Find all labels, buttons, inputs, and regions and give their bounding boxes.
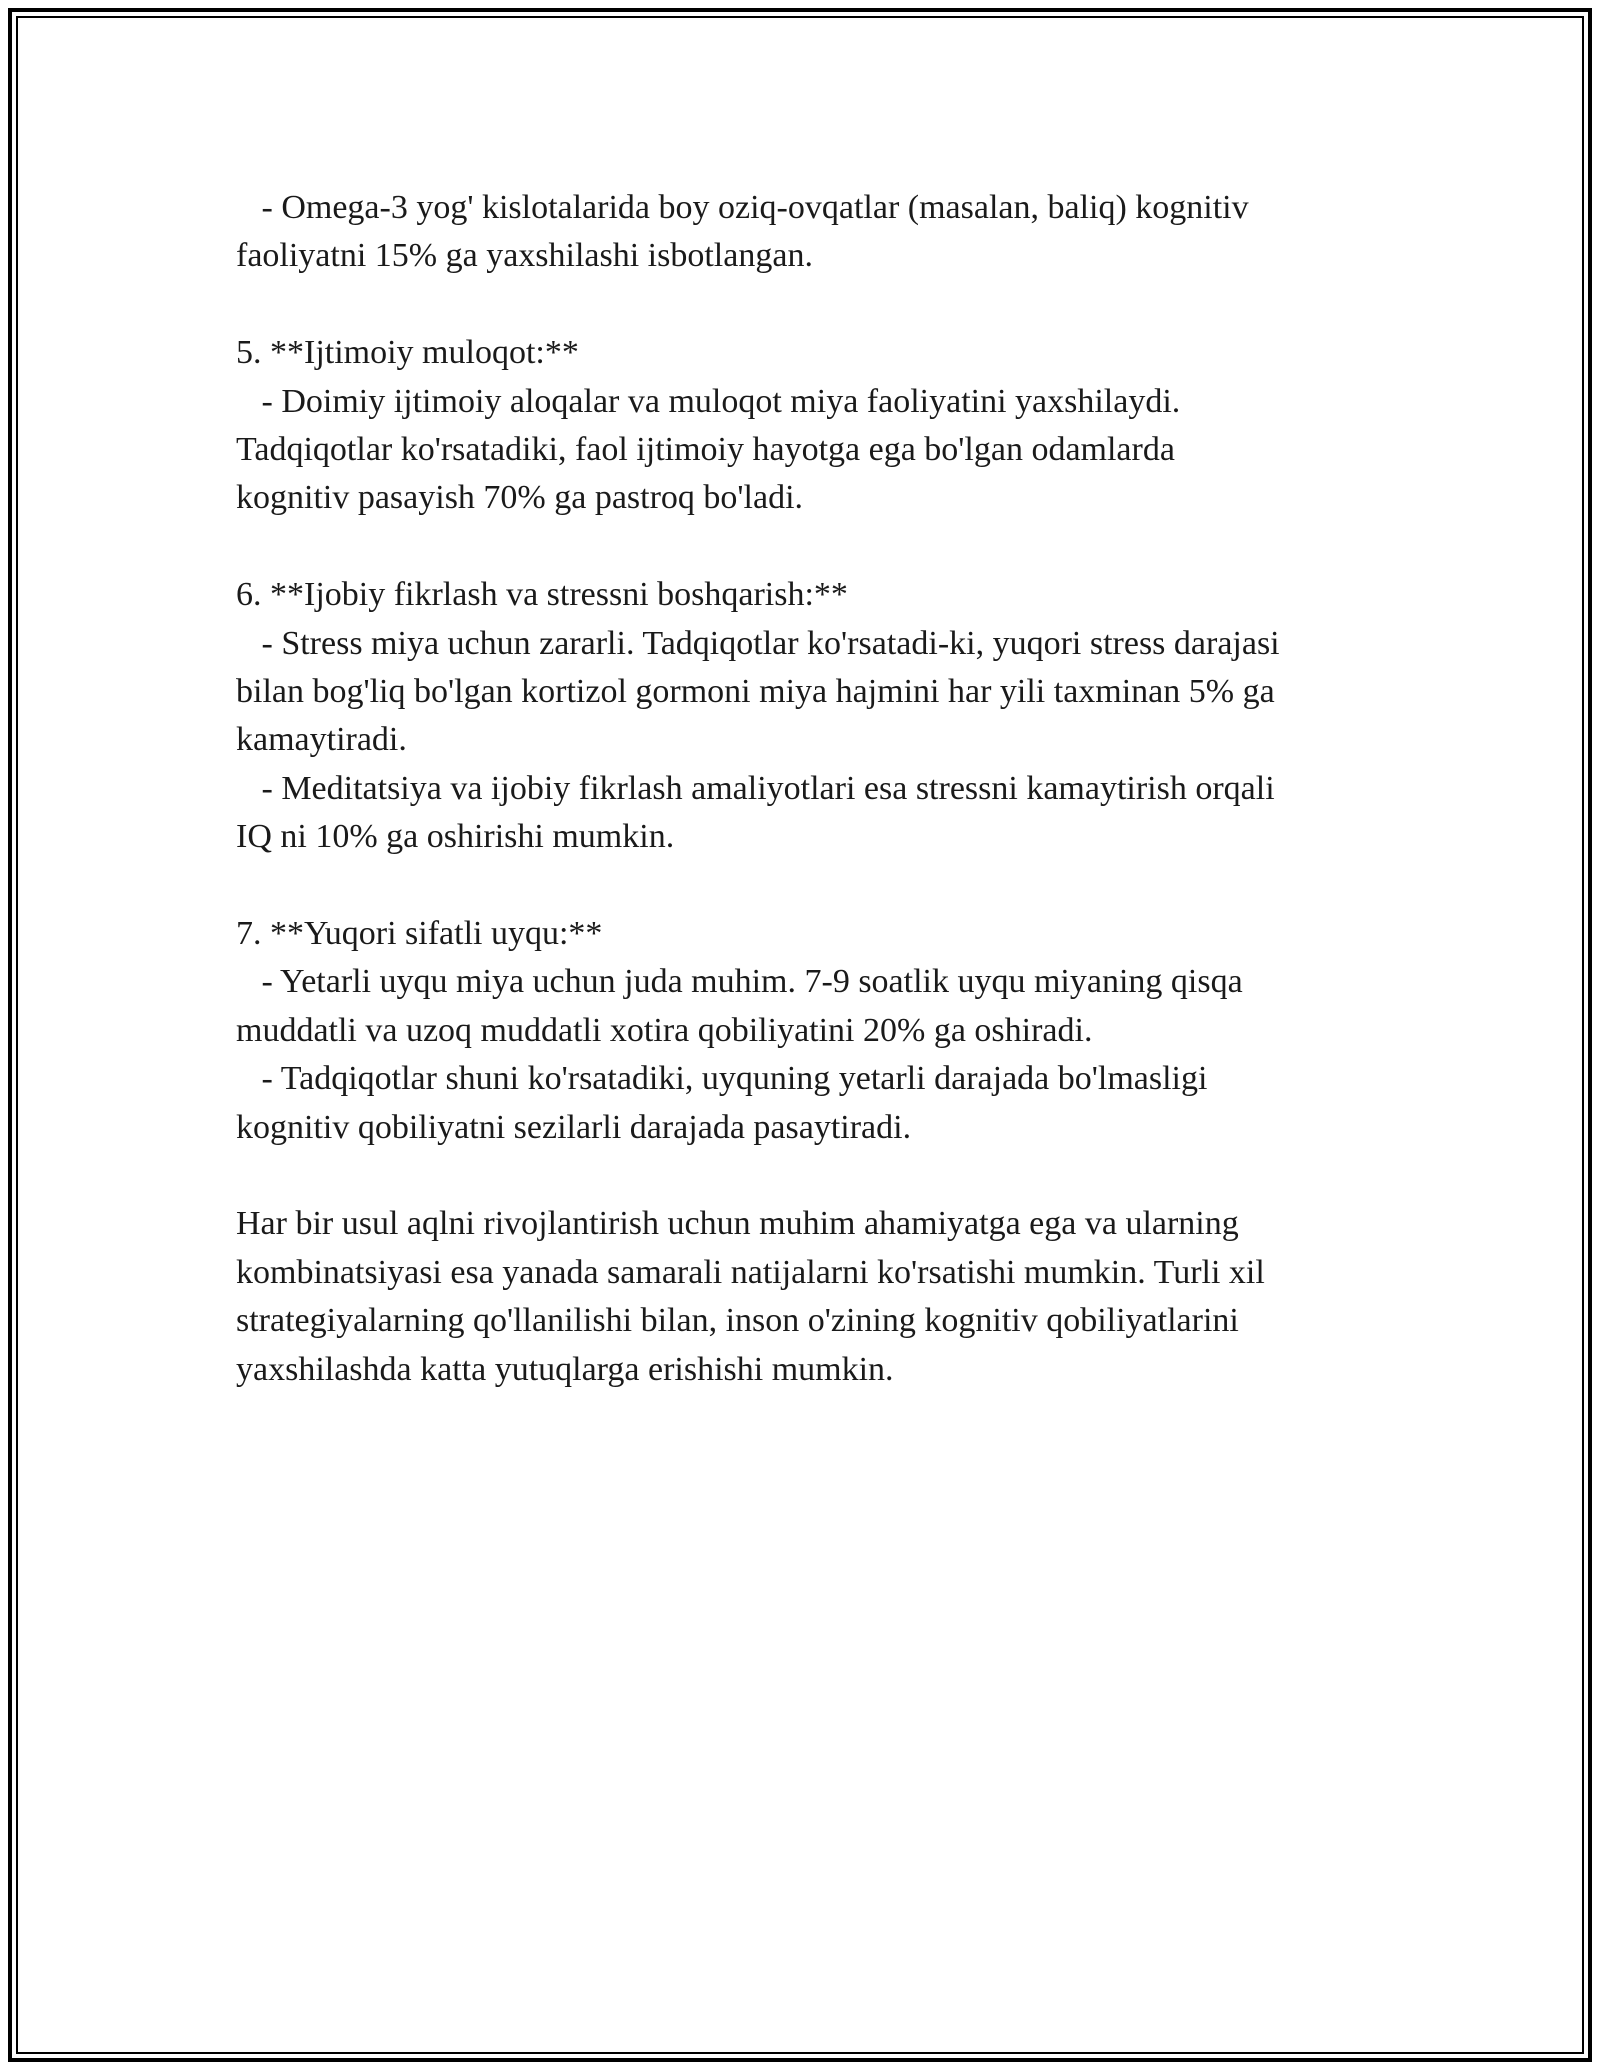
text-line: - Meditatsiya va ijobiy fikrlash amaliyotlari esa stressni kamaytirish orqali — [236, 769, 1275, 807]
blank-line — [236, 281, 1416, 329]
text-line: kognitiv pasayish 70% ga pastroq bo'ladi. — [236, 479, 804, 517]
text-line: muddatli va uzoq muddatli xotira qobiliyatini 20% ga oshiradi. — [236, 1011, 1093, 1049]
text-line: kamaytiradi. — [236, 721, 407, 759]
text-line: - Tadqiqotlar shuni ko'rsatadiki, uyquning yetarli darajada bo'lmasligi — [236, 1060, 1208, 1098]
section-heading: 6. **Ijobiy fikrlash va stressni boshqarish:** — [236, 576, 848, 614]
text-line: kognitiv qobiliyatni sezilarli darajada pasaytiradi. — [236, 1108, 912, 1146]
section-heading: 5. **Ijtimoiy muloqot:** — [236, 334, 579, 372]
text-line: IQ ni 10% ga oshirishi mumkin. — [236, 818, 675, 856]
blank-line — [236, 1152, 1416, 1200]
text-line: strategiyalarning qo'llanilishi bilan, inson o'zining kognitiv qobiliyatlarini — [236, 1302, 1239, 1340]
blank-line — [236, 523, 1416, 571]
text-line: faoliyatni 15% ga yaxshilashi isbotlangan. — [236, 237, 813, 275]
text-line: Tadqiqotlar ko'rsatadiki, faol ijtimoiy hayotga ega bo'lgan odamlarda — [236, 431, 1175, 469]
text-line: - Omega-3 yog' kislotalarida boy oziq-ovqatlar (masalan, baliq) kognitiv — [236, 189, 1249, 226]
text-line: - Stress miya uchun zararli. Tadqiqotlar ko'rsatadi-ki, yuqori stress darajasi — [236, 624, 1280, 662]
text-line: - Yetarli uyqu miya uchun juda muhim. 7-9 soatlik uyqu miyaning qisqa — [236, 963, 1243, 1001]
section-heading: 7. **Yuqori sifatli uyqu:** — [236, 915, 603, 953]
text-line: Har bir usul aqlni rivojlantirish uchun muhim ahamiyatga ega va ularning — [236, 1205, 1239, 1243]
text-line: - Doimiy ijtimoiy aloqalar va muloqot miya faoliyatini yaxshilaydi. — [236, 382, 1181, 420]
text-line: bilan bog'liq bo'lgan kortizol gormoni miya hajmini har yili taxminan 5% ga — [236, 673, 1275, 711]
document-body — [236, 184, 1416, 1394]
text-line: yaxshilashda katta yutuqlarga erishishi mumkin. — [236, 1350, 894, 1388]
blank-line — [236, 862, 1416, 910]
text-line: kombinatsiyasi esa yanada samarali natijalarni ko'rsatishi mumkin. Turli xil — [236, 1253, 1265, 1291]
